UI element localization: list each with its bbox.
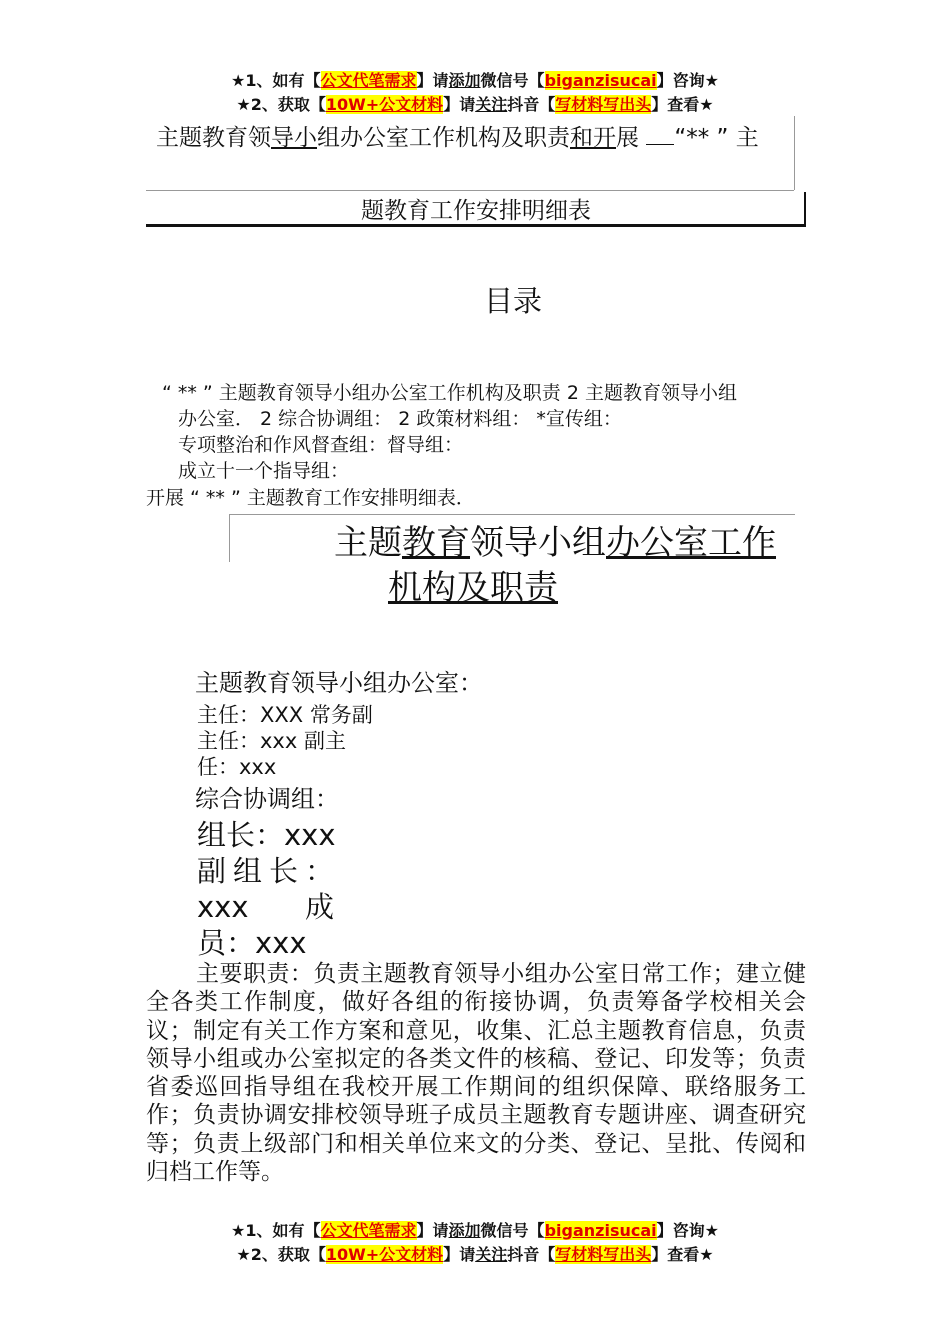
promo-text: 】查看★	[651, 1245, 714, 1264]
promo-highlight: 写材料写出头	[555, 95, 652, 114]
coord-members-label: 成	[305, 890, 335, 924]
promo-text: 关注	[475, 95, 508, 114]
promo-text: 】查看★	[651, 95, 714, 114]
header-title-text: 和开	[570, 125, 616, 151]
promo-highlight: 公文代笔需求	[320, 71, 417, 90]
toc-entry[interactable]: 专项整治和作风督查组：督导组：	[178, 434, 464, 456]
header-blank-underline	[646, 124, 674, 145]
promo-text: 】咨询★	[656, 1221, 719, 1240]
coord-deputy-value: xxx	[197, 890, 249, 924]
promo-text: 抖音【	[507, 95, 556, 114]
office-member: 任：xxx	[197, 755, 277, 779]
toc-heading: 目录	[483, 284, 542, 318]
section-title-text: 主题	[334, 523, 402, 563]
header-title-text: 展	[616, 125, 647, 151]
toc-entry[interactable]: 成立十一个指导组：	[178, 460, 350, 482]
promo-text: 添加	[448, 1221, 481, 1240]
promo-highlight: 10W+公文材料	[325, 95, 444, 114]
promo-highlight: 10W+公文材料	[325, 1245, 444, 1264]
coord-leader: 组长：xxx	[197, 818, 336, 852]
promo-text: 微信号【	[480, 1221, 545, 1240]
promo-text: 添加	[448, 71, 481, 90]
section-title-text: 领导小组	[470, 523, 606, 563]
promo-text: 抖音【	[507, 1245, 556, 1264]
promo-text: 】咨询★	[656, 71, 719, 90]
promo-line-1-bottom	[0, 1220, 950, 1242]
section-title-text: 办公室工作	[606, 523, 776, 563]
promo-highlight: 公文代笔需求	[320, 1221, 417, 1240]
header-title-text: “** ” 主	[674, 125, 759, 151]
section-title-line-2: 机构及职责	[388, 568, 558, 608]
promo-text: 】请	[443, 1245, 476, 1264]
promo-text: 微信号【	[480, 71, 545, 90]
header-title-text: 主题教育领	[156, 125, 271, 151]
office-member: 主任：XXX 常务副	[197, 703, 373, 727]
header-title-line-2: 题教育工作安排明细表	[361, 198, 591, 224]
header-title-line-1	[156, 124, 759, 152]
section-top-rule	[229, 514, 795, 515]
promo-text: ★2、获取【	[236, 1245, 326, 1264]
coord-heading: 综合协调组：	[195, 785, 339, 813]
promo-text: ★2、获取【	[236, 95, 326, 114]
office-heading: 主题教育领导小组办公室：	[195, 669, 483, 697]
promo-highlight: biganzisucai	[544, 1221, 657, 1240]
promo-text: 】请	[416, 1221, 449, 1240]
section-title-line-1	[334, 522, 776, 564]
toc-entry[interactable]: 办公室． 2 综合协调组： 2 政策材料组： *宣传组：	[178, 408, 622, 430]
promo-text: ★1、如有【	[231, 71, 321, 90]
header-title-text: 导小	[271, 125, 317, 151]
coord-deputy: 副组长：	[197, 854, 342, 888]
coord-members: 员：xxx	[197, 926, 307, 960]
header-divider	[146, 190, 794, 191]
coord-duty-paragraph: 主要职责：负责主题教育领导小组办公室日常工作；建立健全各类工作制度，做好各组的衔接协调，负责筹备学校相关会议；制定有关工作方案和意见，收集、汇总主题教育信息，负责领导小组或办公室拟定的各类文件的核稿、登记、印发等；负责省委巡回指导组在我校开展工作期间的组织保障、联络服务工作；负责协调安排校领导班子成员主题教育专题讲座、调查研究等；负责上级部门和相关单位来文的分类、登记、呈批、传阅和归档工作等。	[146, 961, 806, 1186]
promo-line-2-bottom	[0, 1244, 950, 1266]
promo-text: 】请	[443, 95, 476, 114]
promo-line-2	[0, 94, 950, 116]
toc-entry[interactable]: 开展 “ ** ” 主题教育工作安排明细表．	[146, 487, 475, 509]
promo-highlight: 写材料写出头	[555, 1245, 652, 1264]
promo-highlight: biganzisucai	[544, 71, 657, 90]
header-title-text: 组办公室工作机构及职责	[317, 125, 570, 151]
section-left-rule	[229, 514, 230, 562]
promo-text: ★1、如有【	[231, 1221, 321, 1240]
promo-line-1	[0, 70, 950, 92]
office-member: 主任：xxx 副主	[197, 729, 346, 753]
toc-entry[interactable]: “ ** ” 主题教育领导小组办公室工作机构及职责 2 主题教育领导小组	[162, 382, 737, 404]
section-title-text: 教育	[402, 523, 470, 563]
promo-text: 关注	[475, 1245, 508, 1264]
promo-text: 】请	[416, 71, 449, 90]
